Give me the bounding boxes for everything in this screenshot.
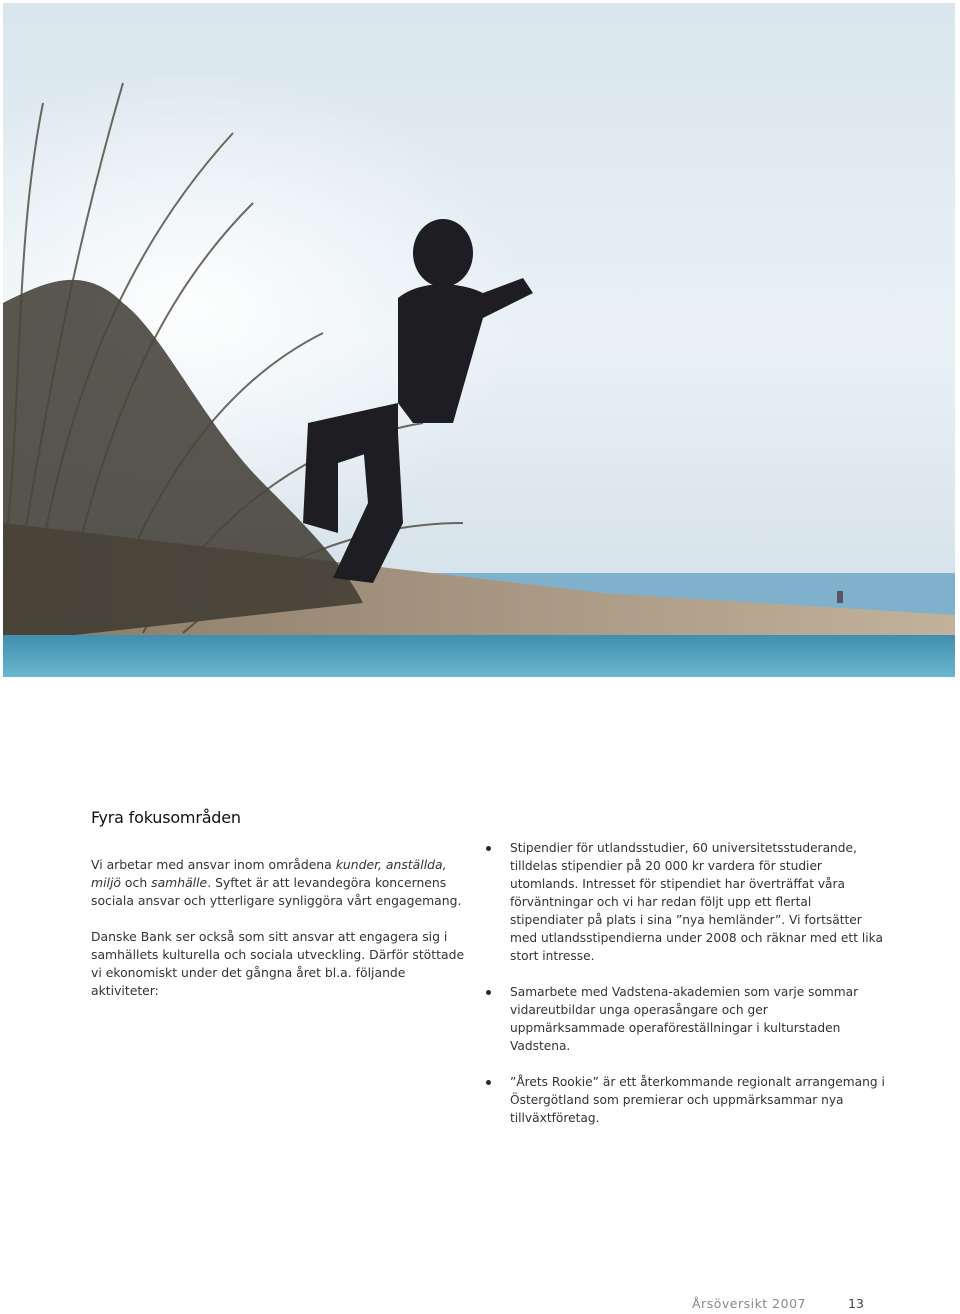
list-item-text: Samarbete med Vadstena-akademien som varje sommar vidareutbildar unga operasångare och ger uppmärksammade operaföreställningar i kulturstaden Vadstena. xyxy=(510,985,859,1053)
list-item xyxy=(486,839,886,965)
bullet-icon xyxy=(486,1080,491,1085)
beach-photo xyxy=(3,3,955,677)
list-item xyxy=(486,983,886,1055)
list-item-text: Stipendier för utlandsstudier, 60 universitetsstuderande, tilldelas stipendier på 20 000 kr vardera för studier utomlands. Intresset för stipendiet har överträffat våra förväntningar och vi har redan följt upp ett flertal stipendiater på plats i sina ”nya hemländer”. Vi fortsätter med utlandsstipendierna under 2008 och räknar med ett lika stort intresse. xyxy=(510,841,883,963)
footer-report-title: Årsöversikt 2007 xyxy=(692,1296,806,1311)
intro-paragraph-1 xyxy=(91,856,471,910)
intro-column xyxy=(91,856,471,1018)
activities-list xyxy=(486,839,886,1145)
list-item xyxy=(486,1073,886,1127)
list-item-text: ”Årets Rookie” är ett återkommande regionalt arrangemang i Östergötland som premierar och uppmärksammar nya tillväxtföretag. xyxy=(510,1075,885,1125)
intro-paragraph-2: Danske Bank ser också som sitt ansvar att engagera sig i samhällets kulturella och sociala utveckling. Därför stöttade vi ekonomiskt under det gångna året bl.a. följande aktiviteter: xyxy=(91,929,465,998)
bullet-icon xyxy=(486,990,491,995)
intro-text-tail: . Syftet är att levandegöra koncernens sociala ansvar och ytterligare synliggöra vårt engagemang. xyxy=(91,875,462,908)
intro-text-lead: Vi arbetar med ansvar inom områdena xyxy=(91,857,336,872)
intro-text-mid: och xyxy=(120,875,152,890)
bullet-icon xyxy=(486,846,491,851)
page-number: 13 xyxy=(848,1296,864,1311)
intro-emphasis-1: kunder, anställda, miljö xyxy=(91,857,447,890)
intro-emphasis-2: samhälle xyxy=(151,875,208,890)
section-heading: Fyra fokusområden xyxy=(91,808,241,827)
